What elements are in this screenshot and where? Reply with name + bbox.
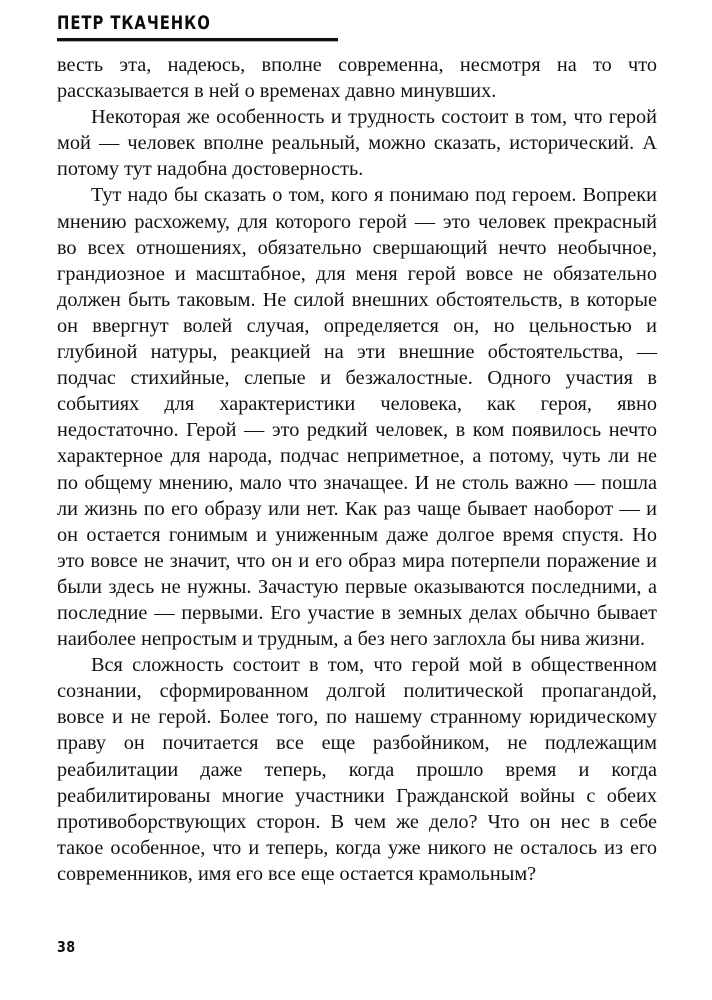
paragraph: Вся сложность состоит в том, что герой мой в общественном сознании, сформированном долгой политической пропагандой, вовсе и не герой. Более того, по нашему странному юридическому праву он почитается все еще разбойником, не подлежащим реабилитации даже теперь, когда прошло время и когда реабилитированы многие участники Гражданской войны с обеих противоборствующих сторон. В чем же дело? Что он нес в себе такое особенное, что и теперь, когда уже никого не осталось из его современников, имя его все еще остается крамольным?: [57, 654, 657, 885]
running-head-rule: [57, 38, 338, 41]
body-text-block: [57, 52, 657, 887]
paragraph: Тут надо бы сказать о том, кого я понимаю под героем. Вопреки мнению расхожему, для которого герой — это человек прекрасный во всех отношениях, обязательно свершающий нечто необычное, грандиозное и масштабное, для меня герой вовсе не обязательно должен быть таковым. Не силой внешних обстоятельств, в которые он ввергнут волей случая, определяется он, но цельностью и глубиной натуры, реакцией на эти внешние обстоятельства, — подчас стихийные, слепые и безжалостные. Одного участия в событиях для характеристики человека, как героя, явно недостаточно. Герой — это редкий человек, в ком появилось нечто характерное для народа, подчас неприметное, а потому, чуть ли не по общему мнению, мало что значащее. И не столь важно — пошла ли жизнь по его образу или нет. Как раз чаще бывает наоборот — и он остается гонимым и униженным даже долгое время спустя. Но это вовсе не значит, что он и его образ мира потерпели поражение и были здесь не нужны. Зачастую первые оказываются последними, а последние — первыми. Его участие в земных делах обычно бывает наиболее непростым и трудным, а без него заглохла бы нива жизни.: [57, 184, 657, 651]
paragraph: Некоторая же особенность и трудность состоит в том, что герой мой — человек вполне реальный, можно сказать, исторический. А потому тут надобна достоверность.: [57, 106, 657, 181]
paragraph: весть эта, надеюсь, вполне современна, несмотря на то что рассказывается в ней о временах давно минувших.: [57, 54, 657, 103]
running-head: [57, 12, 657, 34]
running-head-author: ПЕТР ТКАЧЕНКО: [57, 12, 211, 34]
page-number: 38: [57, 938, 76, 956]
